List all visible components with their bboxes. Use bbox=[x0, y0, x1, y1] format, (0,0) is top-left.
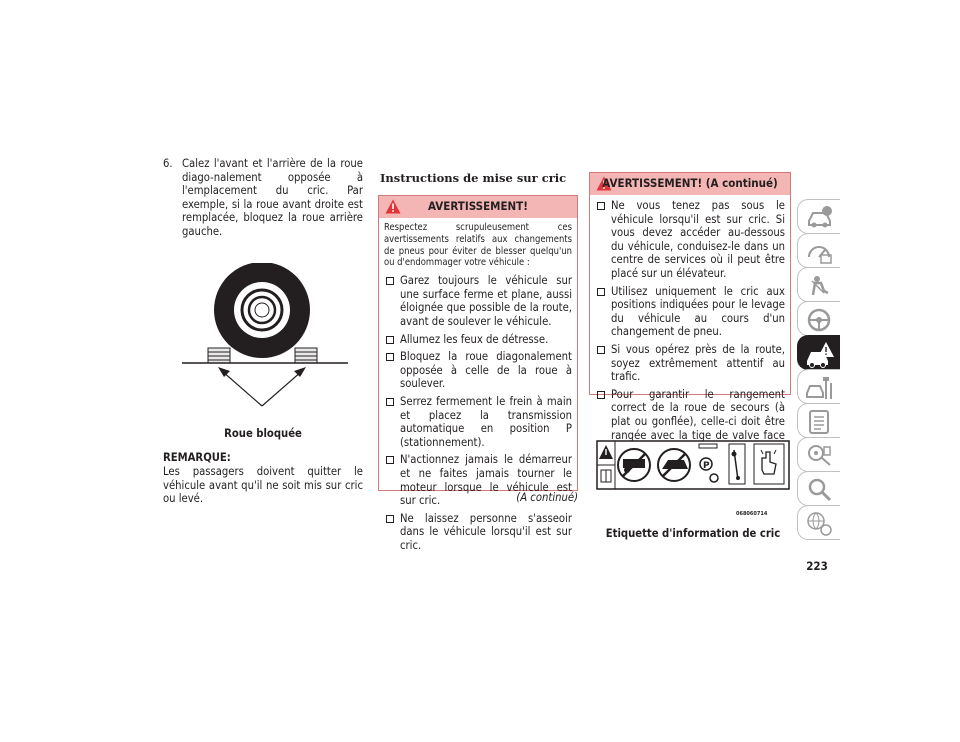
emergency-icon bbox=[804, 339, 835, 368]
checkbox-bullet-icon bbox=[386, 456, 394, 464]
tab-safety[interactable] bbox=[797, 267, 840, 302]
multimedia-icon bbox=[804, 441, 835, 470]
part-number: 068060714 bbox=[736, 511, 768, 517]
tab-service[interactable] bbox=[797, 369, 840, 404]
warning-item bbox=[384, 512, 572, 553]
warning-item-text: Pour garantir le rangement correct de la roue de secours (à plat ou gonflée), celle-ci doit être rangée avec la tige de valve face bbox=[611, 387, 785, 442]
warning-header bbox=[379, 196, 577, 218]
tab-index[interactable] bbox=[797, 471, 840, 506]
checkbox-bullet-icon bbox=[597, 288, 605, 296]
svg-text:P: P bbox=[703, 461, 710, 471]
checkbox-bullet-icon bbox=[386, 398, 394, 406]
tab-vehicle-info[interactable] bbox=[797, 199, 840, 234]
warning-item-text: Serrez fermement le frein à main et placez la transmission automatique en position P (stationnement). bbox=[400, 394, 572, 449]
warning-item bbox=[595, 285, 785, 339]
page-number: 223 bbox=[806, 559, 828, 573]
checkbox-bullet-icon bbox=[597, 346, 605, 354]
jack-label-illustration bbox=[596, 440, 790, 530]
warning-item-text: Allumez les feux de détresse. bbox=[400, 332, 549, 346]
tab-emergency[interactable] bbox=[797, 335, 840, 370]
checkbox-bullet-icon bbox=[386, 515, 394, 523]
warning-header bbox=[590, 173, 790, 195]
tab-dashboard[interactable] bbox=[797, 233, 840, 268]
step-number: 6. bbox=[163, 157, 173, 170]
jack-label-caption: Etiquette d'information de cric bbox=[605, 527, 781, 540]
warning-item-text: Ne laissez personne s'asseoir dans le véhicule lorsqu'il est sur cric. bbox=[400, 511, 572, 552]
warning-item-text: Ne vous tenez pas sous le véhicule lorsqu'il est sur cric. Si vous devez accéder au-dessous du véhicule, conduisez-le dans un centre de services où il peut être placé sur un élévateur. bbox=[611, 199, 785, 280]
figure-caption: Roue bloquée bbox=[224, 427, 302, 440]
step-text: Calez l'avant et l'arrière de la roue diago-nalement opposée à l'emplacement du cric. Par exemple, si la roue avant droite est remplacée, bloquez la roue arrière gauche. bbox=[182, 157, 363, 238]
step-6 bbox=[163, 157, 363, 239]
warning-title: AVERTISSEMENT! bbox=[428, 199, 528, 213]
languages-icon bbox=[804, 509, 835, 538]
warning-item-text: Utilisez uniquement le cric aux positions indiquées pour le levage du véhicule au cours d'un changement de pneu. bbox=[611, 284, 785, 339]
warning-item bbox=[384, 333, 572, 347]
warning-item-text: Garez toujours le véhicule sur une surface ferme et plane, aussi éloignée que possible de la route, avant de soulever le véhicule. bbox=[400, 274, 572, 328]
steering-wheel-icon bbox=[804, 305, 835, 334]
dashboard-icon bbox=[804, 237, 835, 266]
checkbox-bullet-icon bbox=[597, 202, 605, 210]
warning-item bbox=[384, 395, 572, 449]
note-heading: REMARQUE: bbox=[163, 451, 231, 464]
warning-item bbox=[384, 350, 572, 391]
checkbox-bullet-icon bbox=[386, 353, 394, 361]
checkbox-bullet-icon bbox=[386, 336, 394, 344]
section-title: Instructions de mise sur cric bbox=[380, 171, 567, 185]
tab-languages[interactable] bbox=[797, 505, 840, 540]
warning-intro: Respectez scrupuleusement ces avertissements relatifs aux changements de pneus pour éviter de blesser quelqu'un ou d'endommager votre véhicule : bbox=[384, 222, 572, 269]
warning-box-continued bbox=[589, 172, 791, 442]
tab-specifications[interactable] bbox=[797, 403, 840, 438]
continued-label: (A continué) bbox=[516, 491, 578, 504]
chapter-tabs bbox=[797, 199, 840, 540]
warning-item bbox=[384, 274, 572, 328]
safety-icon bbox=[804, 271, 835, 300]
warning-item-text: Bloquez la roue diagonalement opposée à celle de la roue à soulever. bbox=[400, 350, 572, 391]
warning-item bbox=[595, 343, 785, 384]
specifications-icon bbox=[804, 407, 835, 436]
service-icon bbox=[804, 373, 835, 402]
blocked-wheel-illustration bbox=[180, 263, 350, 413]
note-text: Les passagers doivent quitter le véhicule avant qu'il ne soit mis sur cric ou levé. bbox=[163, 465, 363, 506]
tab-driving[interactable] bbox=[797, 301, 840, 336]
checkbox-bullet-icon bbox=[386, 277, 394, 285]
warning-item bbox=[595, 199, 785, 281]
tab-multimedia[interactable] bbox=[797, 437, 840, 472]
warning-item-text: Si vous opérez près de la route, soyez extrêmement attentif au trafic. bbox=[611, 342, 785, 384]
vehicle-info-icon bbox=[804, 203, 835, 232]
index-icon bbox=[804, 475, 835, 504]
warning-title: AVERTISSEMENT! (A continué) bbox=[602, 176, 778, 190]
warning-item-text: N'actionnez jamais le démarreur et ne faites jamais tourner le moteur lorsque le véhicule est sur cric. bbox=[400, 453, 572, 508]
checkbox-bullet-icon bbox=[597, 391, 605, 399]
